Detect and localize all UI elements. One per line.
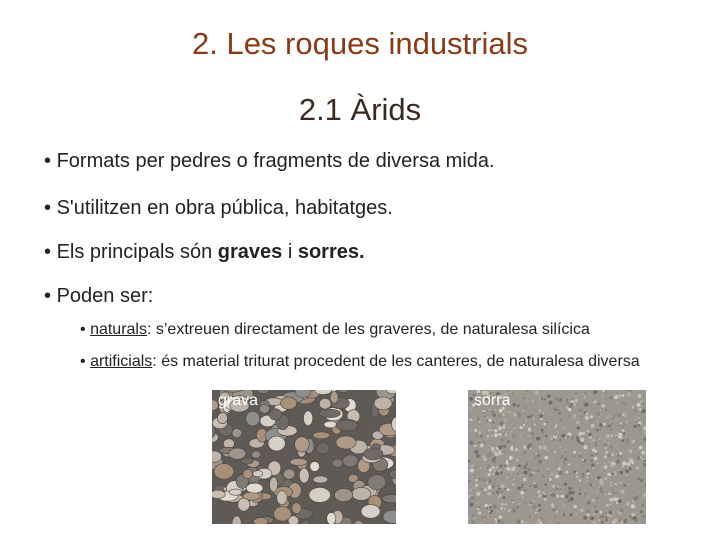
sub-bullet-text: : és material triturat procedent de les canteres, de naturalesa diversa — [152, 353, 640, 370]
sorra-photo — [468, 390, 646, 524]
bullet-bold-sorres: sorres. — [297, 241, 365, 263]
sub-bullet-text: : s’extreuen directament de les graveres, de naturalesa silícica — [146, 321, 590, 338]
sub-bullet-naturals — [80, 319, 680, 341]
sub-bullet-artificials — [80, 351, 680, 373]
sub-bullet-term: naturals — [90, 321, 147, 338]
bullet-text-mid: i — [282, 241, 298, 263]
bullet-2 — [44, 197, 393, 220]
bullet-text-prefix: Els principals són — [56, 241, 218, 263]
bullet-marker: • — [44, 150, 52, 172]
bullet-text: Formats per pedres o fragments de diversa mida. — [56, 150, 495, 172]
sorra-label: sorra — [474, 392, 511, 409]
bullet-marker: • — [44, 241, 52, 263]
bullet-bold-graves: graves — [217, 241, 283, 263]
bullet-text: S'utilitzen en obra pública, habitatges. — [56, 197, 393, 219]
grava-photo — [212, 390, 396, 524]
bullet-text: Poden ser: — [56, 285, 154, 307]
bullet-marker: • — [44, 285, 52, 307]
sub-bullet-marker: • — [80, 321, 86, 338]
sub-bullet-marker: • — [80, 353, 86, 370]
bullet-marker: • — [44, 197, 52, 219]
sand-image — [468, 390, 646, 524]
bullet-1 — [44, 150, 495, 173]
slide-subtitle: 2.1 Àrids — [298, 92, 422, 127]
slide-title: 2. Les roques industrials — [191, 26, 529, 61]
bullet-3 — [44, 241, 365, 264]
gravel-image — [212, 390, 396, 524]
bullet-4 — [44, 285, 153, 308]
sub-bullet-term: artificials — [90, 353, 153, 370]
grava-label: grava — [218, 392, 259, 409]
